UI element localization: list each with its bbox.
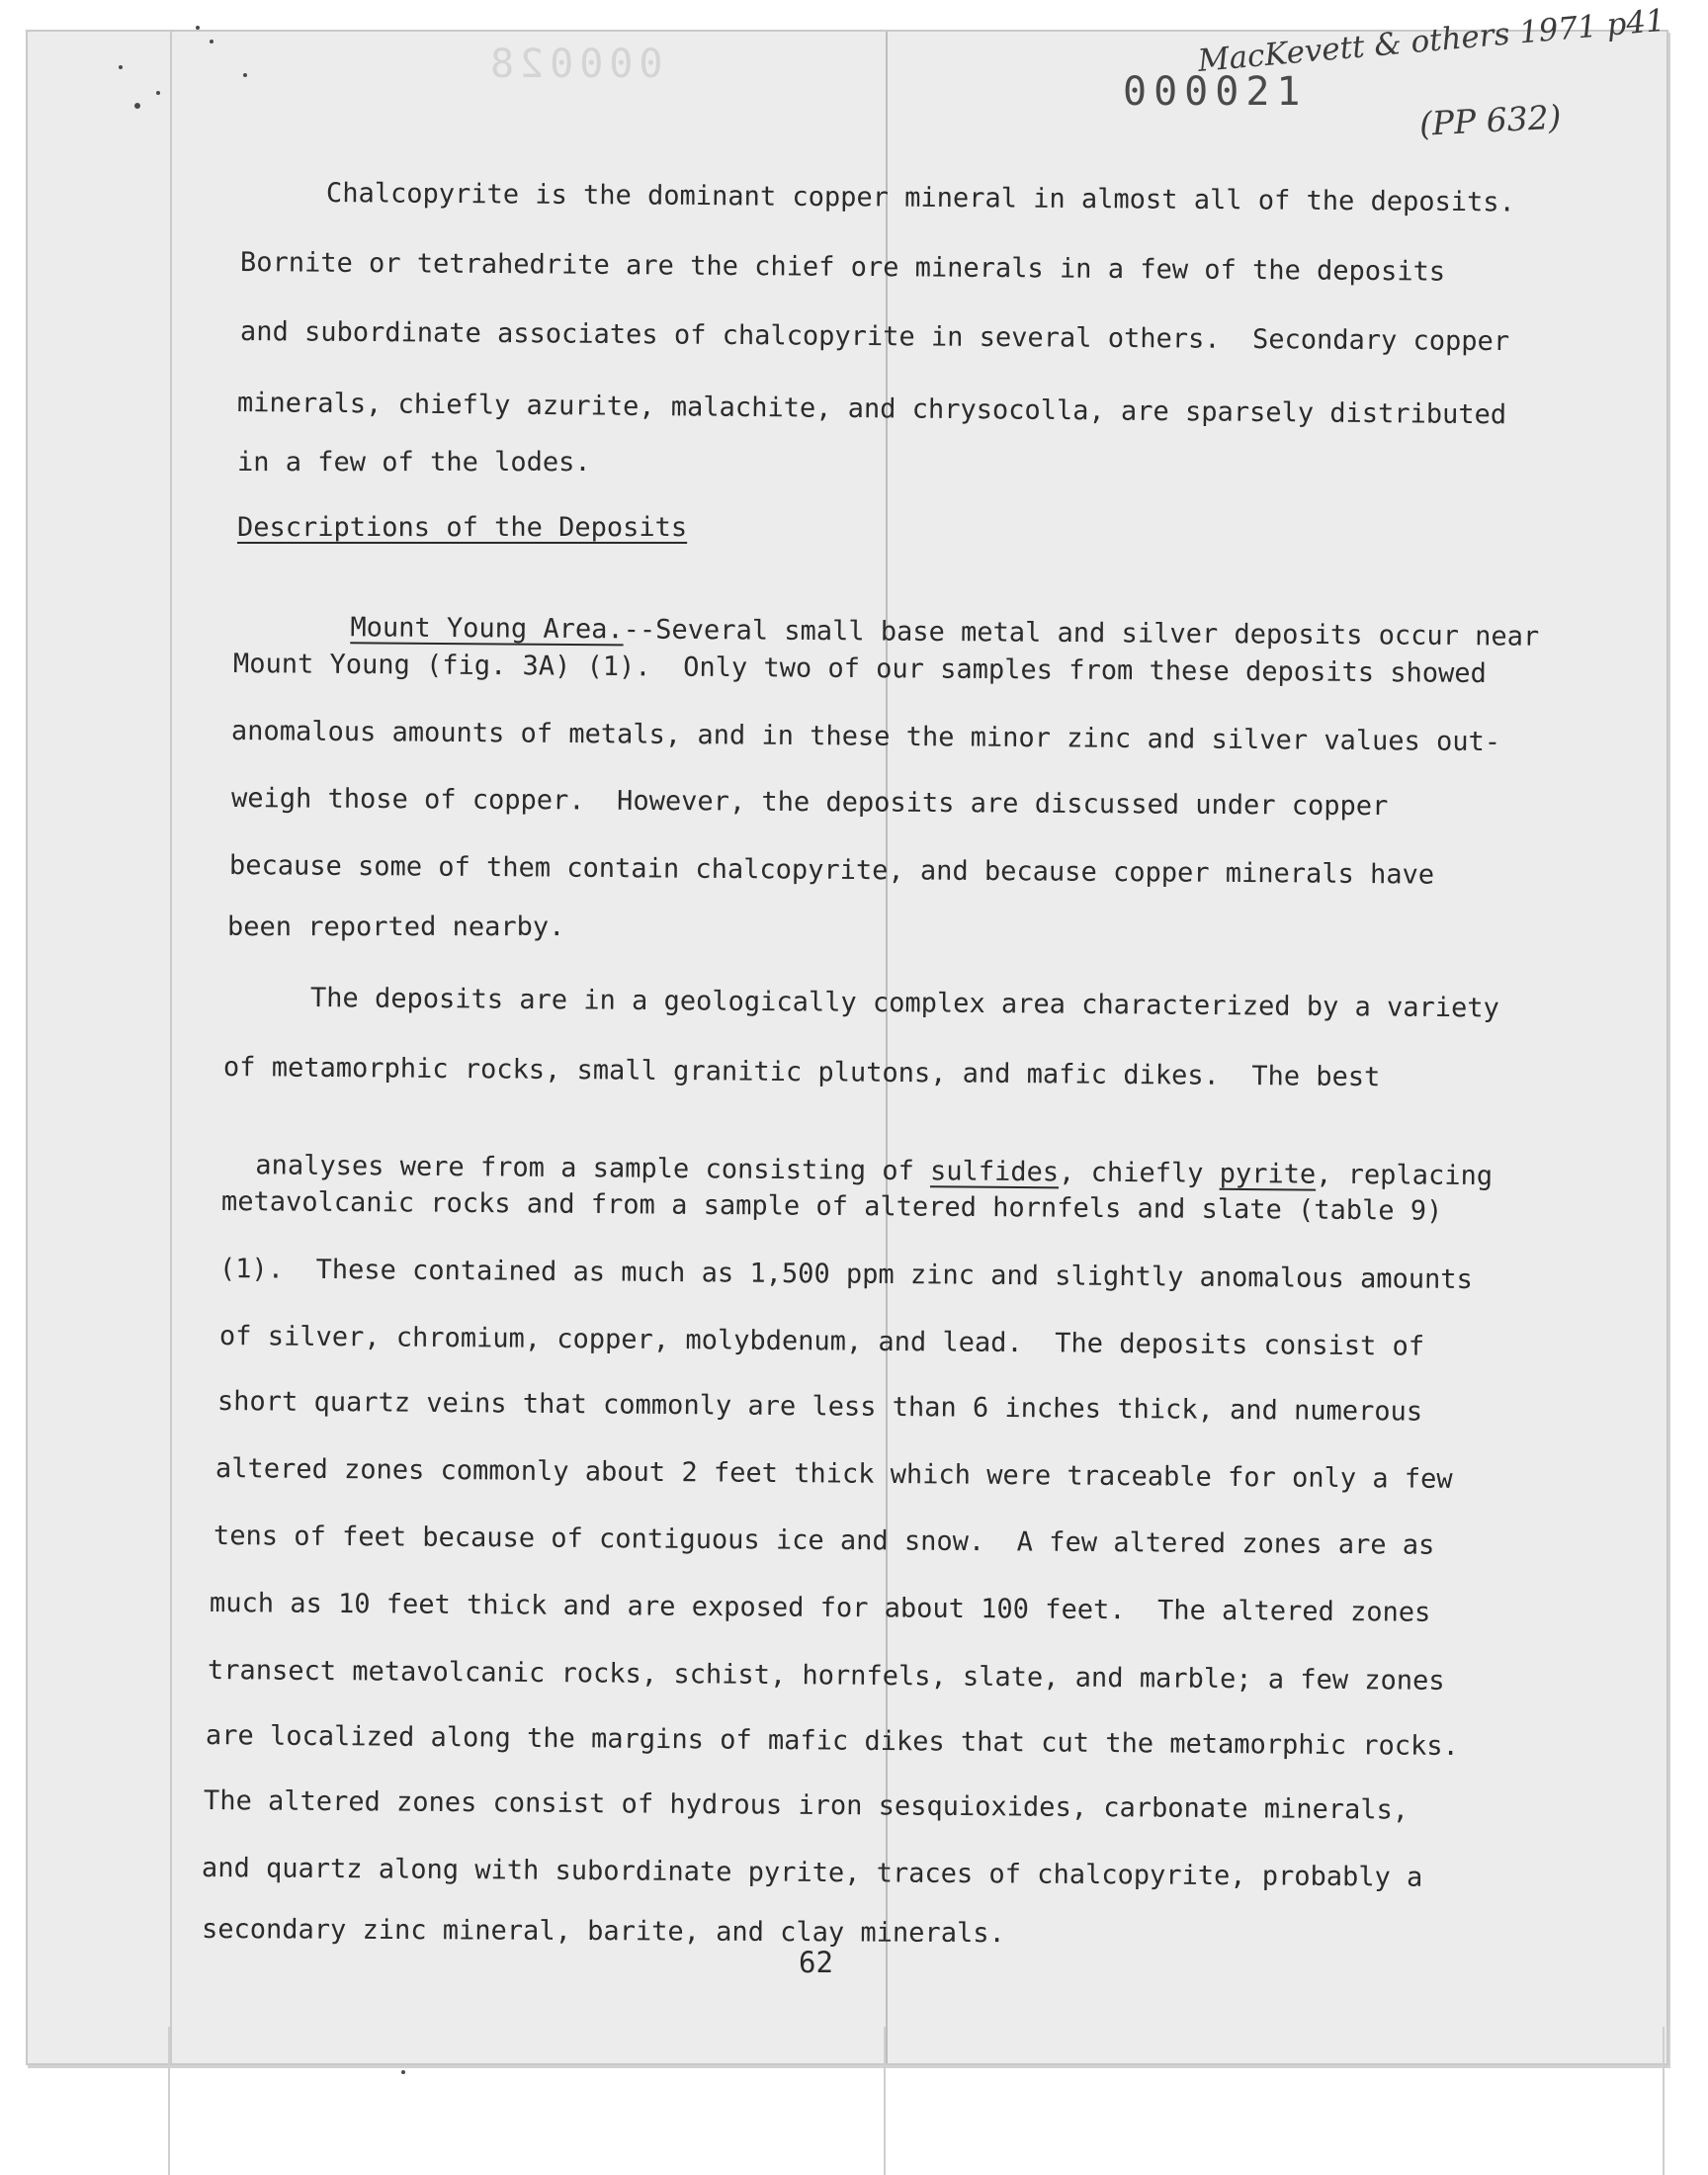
scanner-edge-line [884, 2027, 886, 2175]
scan-speck [243, 73, 247, 77]
paragraph-line: of silver, chromium, copper, molybdenum, and lead. The deposits consist of [218, 1321, 1425, 1362]
paragraph-line: Bornite or tetrahedrite are the chief ore minerals in a few of the deposits [239, 247, 1446, 288]
scan-speck [196, 26, 200, 30]
paragraph-line: of metamorphic rocks, small granitic plutons, and mafic dikes. The best [222, 1052, 1381, 1093]
paragraph-line: and quartz along with subordinate pyrite, traces of chalcopyrite, probably a [201, 1853, 1423, 1893]
scan-speck [210, 40, 214, 44]
scan-speck [119, 65, 123, 69]
paragraph-line: anomalous amounts of metals, and in these the minor zinc and silver values out- [230, 716, 1501, 758]
paragraph-line: secondary zinc mineral, barite, and clay minerals. [201, 1914, 1005, 1950]
scan-speck [401, 2070, 405, 2074]
paragraph-line: much as 10 feet thick and are exposed for about 100 feet. The altered zones [209, 1588, 1431, 1628]
paragraph-line: The altered zones consist of hydrous iron sesquioxides, carbonate minerals, [203, 1785, 1409, 1826]
underlined-term: sulfides [929, 1156, 1060, 1188]
paragraph-line: The deposits are in a geologically complex area characterized by a variety [309, 983, 1499, 1024]
bleed-through-number: 000028 [484, 42, 663, 87]
scan-speck [156, 91, 160, 95]
handwritten-reference: (PP 632) [1417, 97, 1563, 143]
paragraph-line: metavolcanic rocks and from a sample of altered hornfels and slate (table 9) [220, 1186, 1443, 1227]
scan-speck [134, 103, 140, 109]
paragraph-line: been reported nearby. [227, 912, 565, 942]
paragraph-line: in a few of the lodes. [237, 447, 591, 478]
paragraph-line: Chalcopyrite is the dominant copper mineral in almost all of the deposits. [325, 178, 1515, 218]
paragraph-line: analyses were from a sample consisting of sulfides, chiefly pyrite, replacing [255, 1150, 1494, 1192]
scanner-edge-line [168, 2027, 170, 2175]
archive-stamp-number: 000021 [1123, 69, 1308, 115]
paragraph-line: Mount Young Area.--Several small base metal and silver deposits occur near [350, 612, 1540, 652]
underlined-term: pyrite [1219, 1158, 1317, 1190]
page-number: 62 [799, 1946, 833, 1979]
paragraph-line: (1). These contained as much as 1,500 ppm zinc and slightly anomalous amounts [218, 1254, 1474, 1296]
paragraph-line: tens of feet because of contiguous ice and snow. A few altered zones are as [213, 1521, 1435, 1561]
scanner-edge-line [1663, 2027, 1665, 2175]
paragraph-line: weigh those of copper. However, the deposits are discussed under copper [230, 783, 1389, 823]
paragraph-line: altered zones commonly about 2 feet thick which were traceable for only a few [214, 1453, 1453, 1495]
subheading: Mount Young Area. [350, 612, 624, 646]
paragraph-line: Mount Young (fig. 3A) (1). Only two of our samples from these deposits showed [232, 649, 1488, 689]
paragraph-line: are localized along the margins of mafic dikes that cut the metamorphic rocks. [205, 1720, 1460, 1763]
handwritten-citation: MacKevett & others 1971 p41 [1196, 2, 1667, 79]
paragraph-line: because some of them contain chalcopyrite, and because copper minerals have [228, 850, 1435, 891]
section-heading: Descriptions of the Deposits [237, 512, 688, 543]
vertical-fold-line [170, 32, 172, 2063]
paragraph-line: transect metavolcanic rocks, schist, hornfels, slate, and marble; a few zones [207, 1655, 1445, 1696]
paragraph-line: and subordinate associates of chalcopyrite in several others. Secondary copper [239, 316, 1510, 358]
paragraph-line: minerals, chiefly azurite, malachite, and chrysocolla, are sparsely distributed [236, 388, 1507, 431]
paragraph-line: short quartz veins that commonly are less than 6 inches thick, and numerous [216, 1386, 1423, 1428]
